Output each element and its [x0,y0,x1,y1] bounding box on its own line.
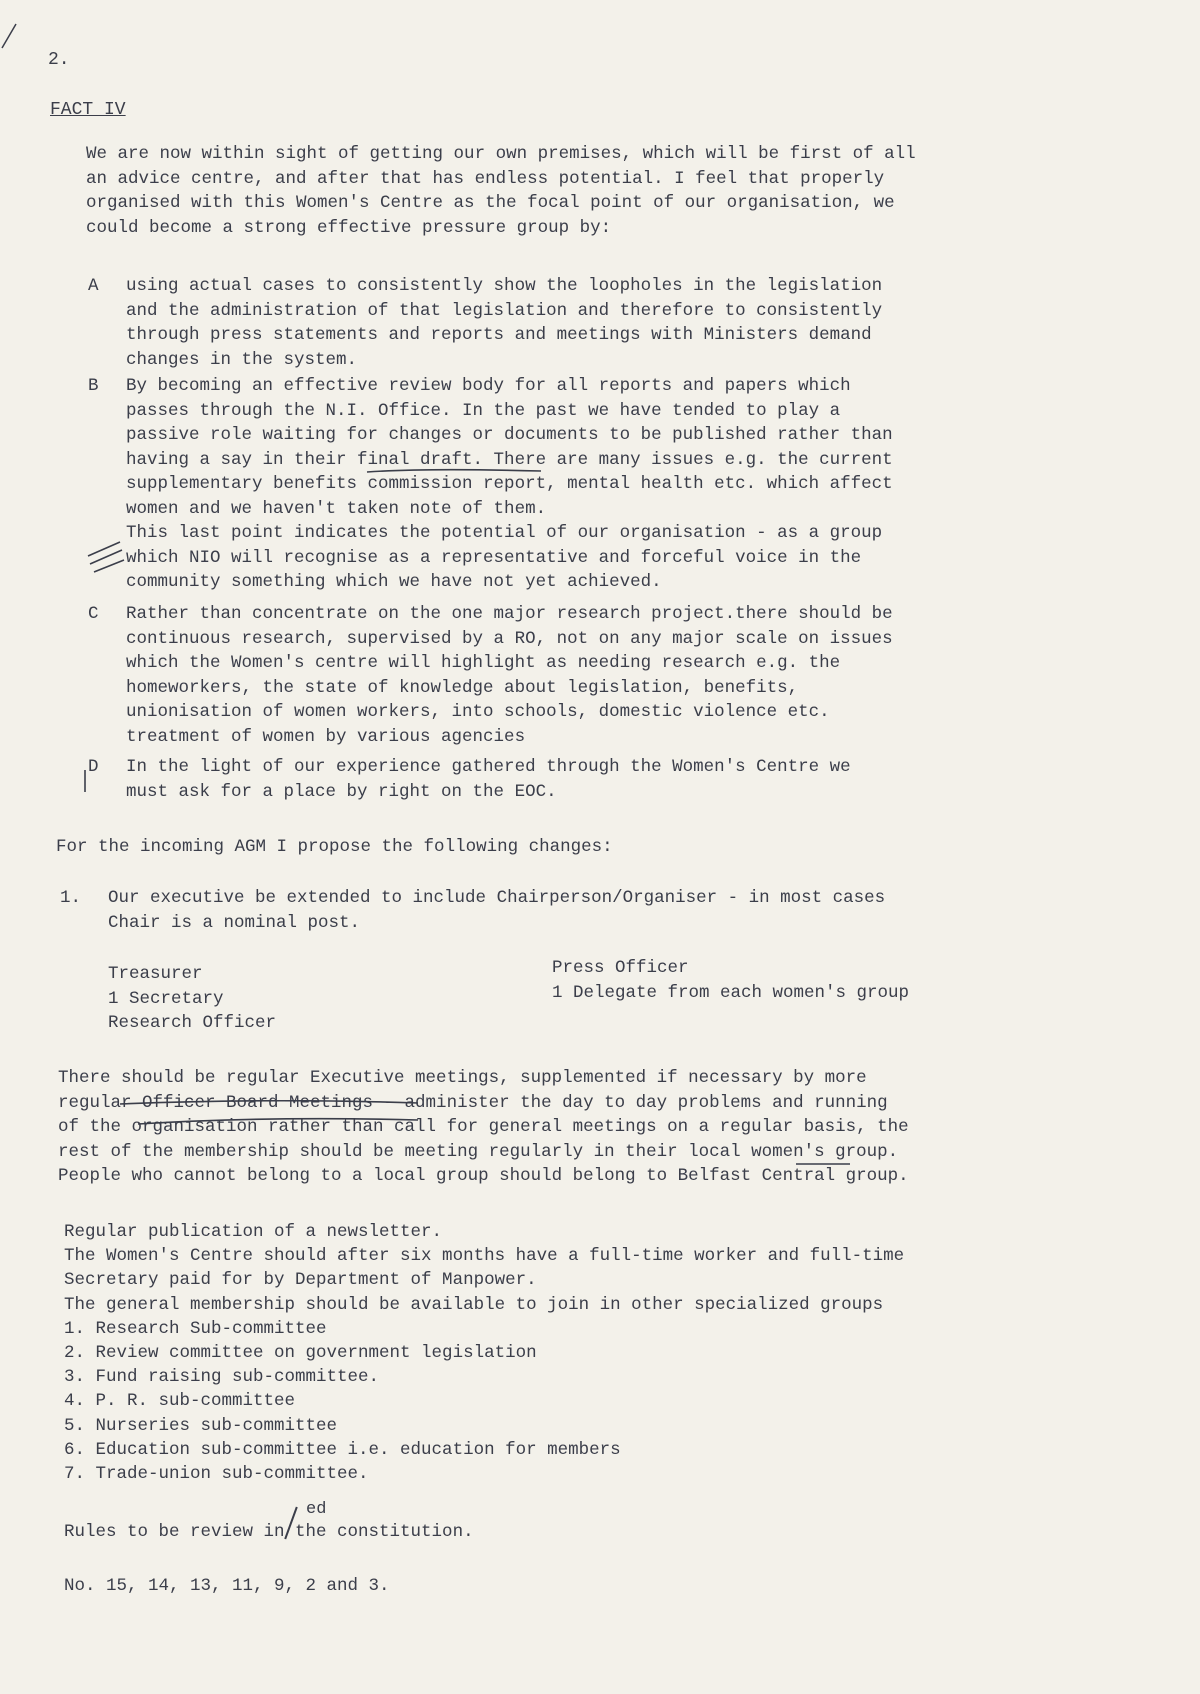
paragraph-line: People who cannot belong to a local group should belong to Belfast Central group. [58,1166,909,1186]
committee-item: 2. Review committee on government legislation [64,1343,537,1364]
intro-line: We are now within sight of getting our own premises, which will be first of all [86,144,916,164]
margin-pen-hatch [84,538,128,578]
change-marker: 1. [60,888,82,908]
item-line: which NIO will recognise as a representative and forceful voice in the [126,547,862,568]
committee-item: 5. Nurseries sub-committee [64,1415,338,1436]
page-number: 2. [48,50,70,70]
item-line: and the administration of that legislation and therefore to consistently [126,300,883,321]
item-line: homeworkers, the state of knowledge about legislation, benefits, [126,677,799,698]
item-line: Rather than concentrate on the one major research project.there should be [126,604,893,624]
item-line: passive role waiting for changes or documents to be published rather than [126,425,893,445]
item-line: By becoming an effective review body for all reports and papers which [126,376,851,396]
publication-and-committees [64,1220,904,1486]
item-line: through press statements and reports and meetings with Ministers demand [126,325,872,345]
section-heading: FACT IV [50,100,126,120]
rule-numbers-line: No. 15, 14, 13, 11, 9, 2 and 3. [64,1576,390,1596]
item-line: passes through the N.I. Office. In the past we have tended to play a [126,400,841,421]
paragraph-line: Regular publication of a newsletter. [64,1222,443,1242]
intro-line: could become a strong effective pressure group by: [86,217,612,238]
committee-item: 1. Research Sub-committee [64,1318,327,1339]
item-marker: B [88,376,99,396]
committee-item: 7. Trade-union sub-committee. [64,1464,369,1485]
item-marker: C [88,604,99,624]
item-marker: D [88,757,99,777]
executive-role: Research Officer [108,1013,277,1033]
paragraph-line: The general membership should be available to join in other specialized groups [64,1294,884,1315]
item-line: community something which we have not yet achieved. [126,572,662,592]
proposal-intro: For the incoming AGM I propose the following changes: [56,837,613,857]
item-line: This last point indicates the potential of our organisation - as a group [126,523,883,543]
executive-role: Press Officer [552,958,689,978]
paragraph-line: regular Officer Board Meetings - administer the day to day problems and running [58,1092,888,1113]
change-line: Chair is a nominal post. [108,912,361,933]
committee-item: 6. Education sub-committee i.e. education for members [64,1439,621,1460]
item-line: supplementary benefits commission report, mental health etc. which affect [126,474,893,494]
paragraph-line: Secretary paid for by Department of Manpower. [64,1270,537,1291]
committee-item: 4. P. R. sub-committee [64,1391,296,1412]
executive-role: 1 Secretary [108,988,224,1009]
committee-item: 3. Fund raising sub-committee. [64,1367,380,1388]
paragraph-line: of the organisation rather than call for general meetings on a regular basis, the [58,1117,909,1137]
margin-pen-stroke [0,20,20,50]
change-line: Our executive be extended to include Chairperson/Organiser - in most cases [108,888,886,908]
intro-line: organised with this Women's Centre as the focal point of our organisation, we [86,193,895,213]
item-line: In the light of our experience gathered through the Women's Centre we [126,757,851,777]
intro-line: an advice centre, and after that has endless potential. I feel that properly [86,168,885,189]
paragraph-line: There should be regular Executive meetings, supplemented if necessary by more [58,1068,867,1088]
paragraph-line: rest of the membership should be meeting regularly in their local women's group. [58,1141,899,1162]
item-line: unionisation of women workers, into schools, domestic violence etc. [126,702,830,722]
intro-paragraph [86,142,916,240]
executive-role: Treasurer [108,964,203,984]
executive-left-column [108,962,276,1036]
rules-line: Rules to be review in the constitution. [64,1522,474,1542]
item-line: treatment of women by various agencies [126,726,526,747]
item-line: continuous research, supervised by a RO, not on any major scale on issues [126,628,893,649]
item-line: must ask for a place by right on the EOC. [126,781,557,802]
executive-role: 1 Delegate from each women's group [552,982,910,1003]
paragraph-line: The Women's Centre should after six months have a full-time worker and full-time [64,1246,905,1267]
item-line: which the Women's centre will highlight as needing research e.g. the [126,653,841,673]
item-marker: A [88,276,99,296]
item-line: women and we haven't taken note of them. [126,498,547,519]
meetings-paragraph [58,1066,909,1189]
item-line: changes in the system. [126,349,358,370]
executive-right-column [552,956,909,1005]
item-line: having a say in their final draft. There are many issues e.g. the current [126,449,893,470]
item-line: using actual cases to consistently show the loopholes in the legislation [126,276,883,296]
handwritten-insert: ed [306,1500,327,1519]
